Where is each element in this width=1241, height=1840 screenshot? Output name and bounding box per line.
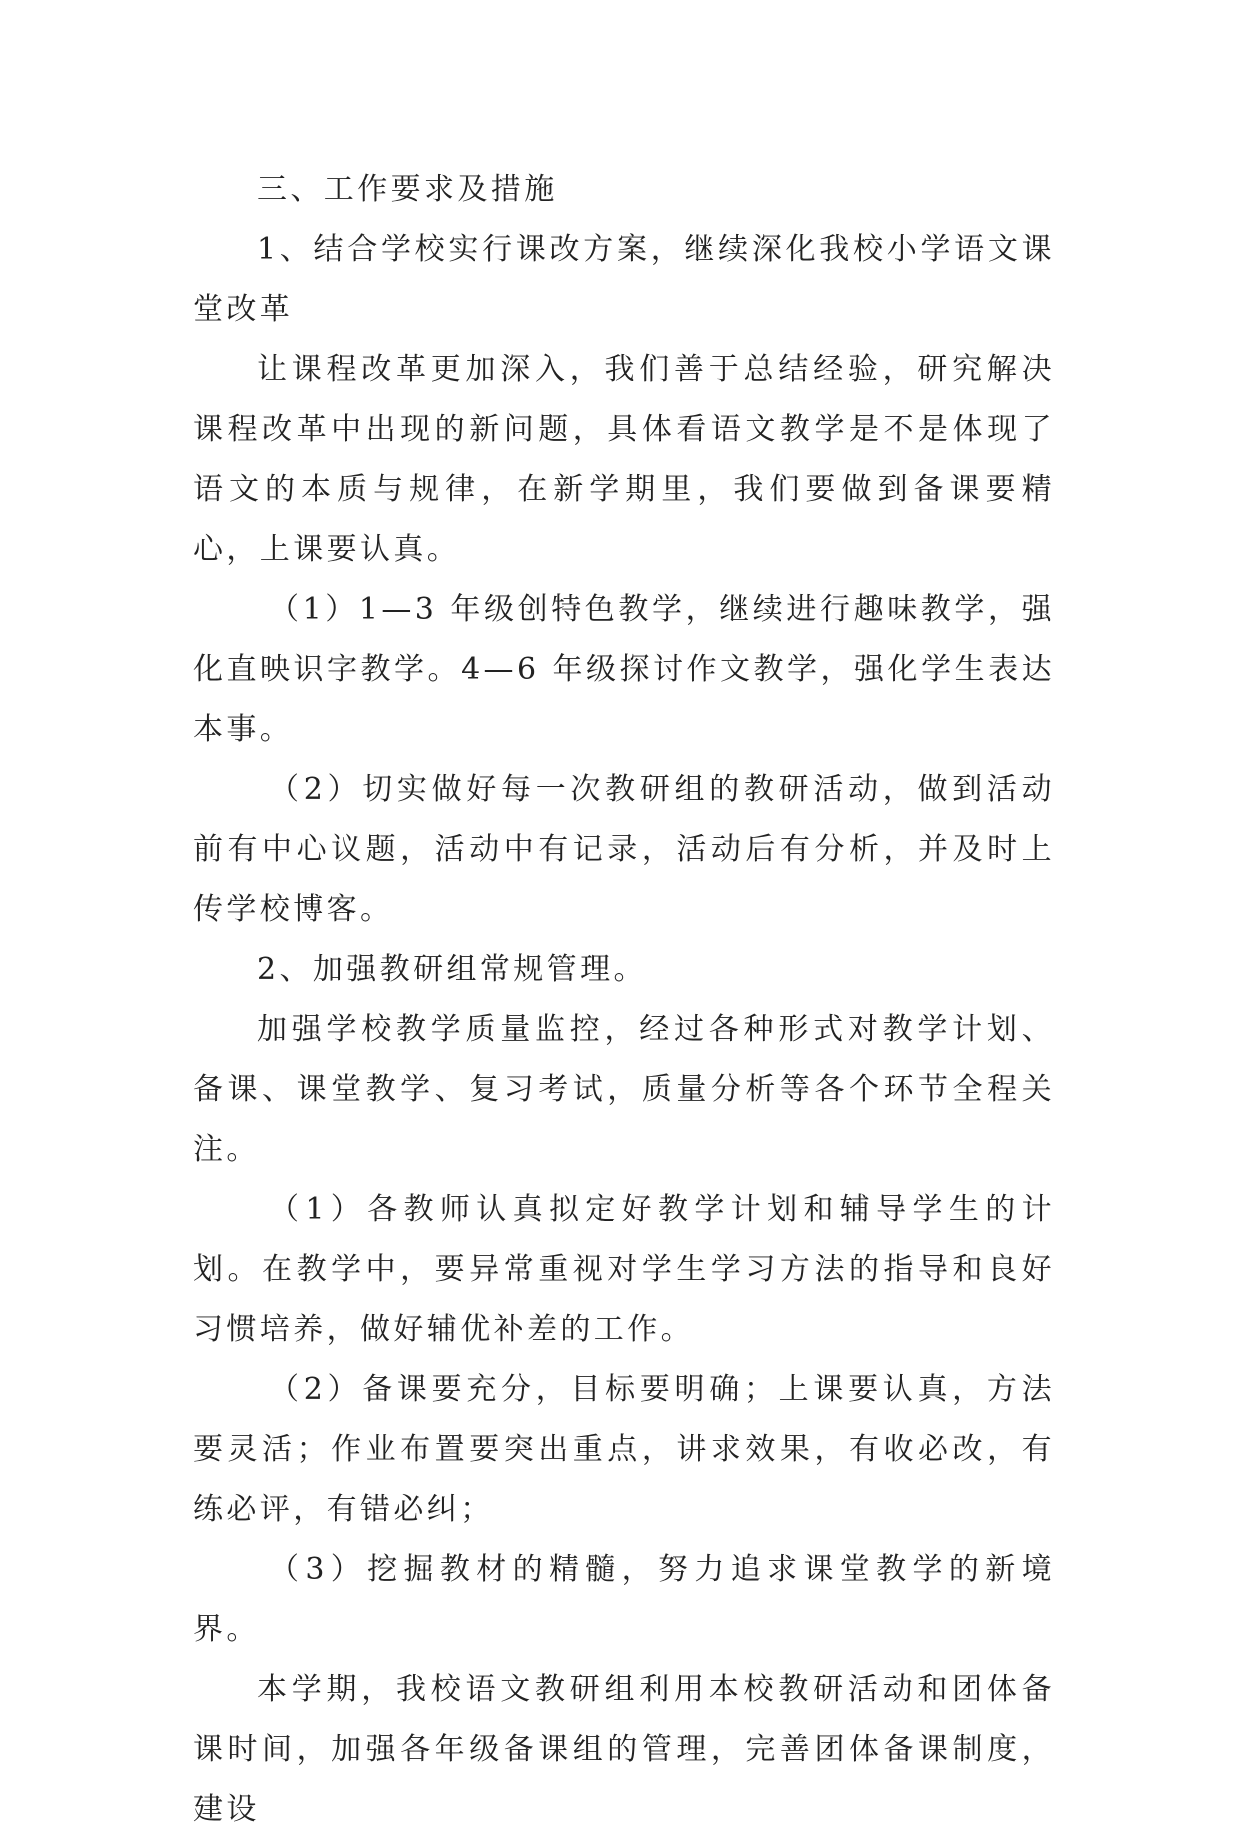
sub-item-paragraph: （1）1—3 年级创特色教学，继续进行趣味教学，强化直映识字教学。4—6 年级探讨作文教学，强化学生表达本事。 [193, 592, 1055, 747]
body-paragraph: 让课程改革更加深入，我们善于总结经验，研究解决课程改革中出现的新问题，具体看语文教学是不是体现了语文的本质与规律，在新学期里，我们要做到备课要精心，上课要认真。 [193, 352, 1055, 567]
section-heading: 三、工作要求及措施 [257, 172, 558, 207]
sub-item-paragraph: （3）挖掘教材的精髓，努力追求课堂教学的新境界。 [193, 1552, 1055, 1647]
document-body [193, 160, 1055, 1840]
sub-item-paragraph: （2）备课要充分，目标要明确；上课要认真，方法要灵活；作业布置要突出重点，讲求效果，有收必改，有练必评，有错必纠； [193, 1372, 1055, 1527]
item-heading-2: 2、加强教研组常规管理。 [257, 952, 647, 987]
sub-item-paragraph: （1）各教师认真拟定好教学计划和辅导学生的计划。在教学中，要异常重视对学生学习方法的指导和良好习惯培养，做好辅优补差的工作。 [193, 1192, 1055, 1347]
sub-item-paragraph: （2）切实做好每一次教研组的教研活动，做到活动前有中心议题，活动中有记录，活动后有分析，并及时上传学校博客。 [193, 772, 1055, 927]
item-heading-1: 1、结合学校实行课改方案，继续深化我校小学语文课堂改革 [193, 232, 1055, 327]
body-paragraph: 加强学校教学质量监控，经过各种形式对教学计划、备课、课堂教学、复习考试，质量分析等各个环节全程关注。 [193, 1012, 1055, 1167]
body-paragraph: 本学期，我校语文教研组利用本校教研活动和团体备课时间，加强各年级备课组的管理，完善团体备课制度，建设 [193, 1672, 1055, 1827]
